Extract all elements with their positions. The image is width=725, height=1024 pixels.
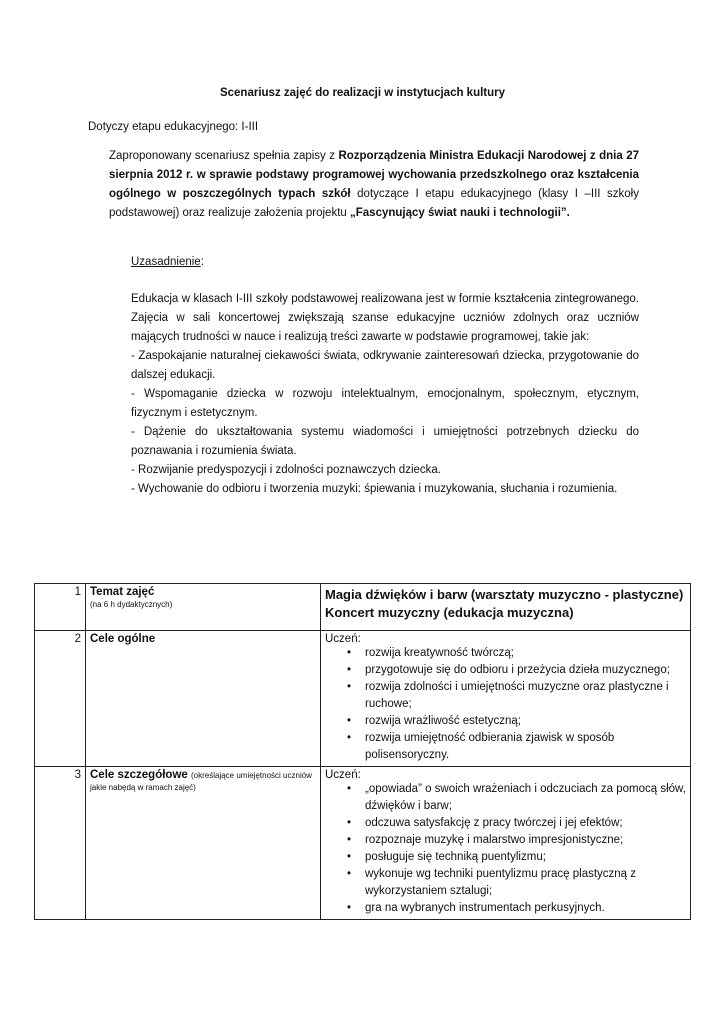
goals-cell [321,631,691,767]
justification-paragraph: Edukacja w klasach I-III szkoły podstawowej realizowana jest w formie kształcenia zintegrowanego. Zajęcia w sali koncertowej zwiększają szanse edukacyjne uczniów zdolnych oraz uczniów mających trudności w nauce i realizują treści zawarte w podstawie programowej, takie jak: [131,293,639,343]
justification-point: - Zaspokajanie naturalnej ciekawości świata, odkrywanie zainteresowań dziecka, przygotowanie do dalszej edukacji. [131,350,639,381]
table-row-specific-goals [35,767,691,920]
topic-cell [321,584,691,631]
row-number: 3 [35,767,86,920]
justification-heading [131,256,204,268]
list-item: • rozpoznaje muzykę i malarstwo impresjonistyczne; [325,832,686,849]
list-item: • rozwija umiejętność odbierania zjawisk w sposób polisensoryczny. [325,730,686,764]
intro-bold-2: „Fascynujący świat nauki i technologii”. [350,207,570,219]
justification-point: - Wspomaganie dziecka w rozwoju intelektualnym, emocjonalnym, społecznym, etycznym, fizycznym i estetycznym. [131,388,639,419]
list-item: • rozwija kreatywność twórczą; [325,645,686,662]
goals-lead: Uczeń: [325,633,361,645]
justification-point: - Dążenie do ukształtowania systemu wiadomości i umiejętności potrzebnych dziecku do poznawania i rozumienia świata. [131,426,639,457]
goals-list [325,645,686,764]
row-label-cell [86,767,321,920]
education-stage: Dotyczy etapu edukacyjnego: I-III [88,121,259,133]
justification-point: - Wychowanie do odbioru i tworzenia muzyki: śpiewania i muzykowania, słuchania i rozumienia. [131,483,618,495]
list-item: • gra na wybranych instrumentach perkusyjnych. [325,900,686,917]
row-label: Cele ogólne [90,633,156,645]
row-number: 1 [35,584,86,631]
list-item: • rozwija wrażliwość estetyczną; [325,713,686,730]
row-note: (określające umiejętności uczniów jakie nabędą w ramach zajęć) [90,771,312,792]
intro-bold-1: Rozporządzenia Ministra Edukacji Narodowej z dnia 27 sierpnia 2012 r. w sprawie podstawy programowej wychowania przedszkolnego oraz kształcenia ogólnego w poszczególnych typach szkół [109,150,640,200]
intro-text-2: dotyczące I etapu edukacyjnego (klasy I –III szkoły podstawowej) oraz realizuje założenia projektu [109,188,639,219]
justification-body [131,290,639,499]
topic-line-1: Magia dźwięków i barw (warsztaty muzyczno - plastyczne) [325,587,684,602]
table-row-general-goals [35,631,691,767]
intro-text-1: Zaproponowany scenariusz spełnia zapisy z [109,150,339,162]
justification-colon: : [200,256,204,268]
list-item: • wykonuje wg techniki puentylizmu pracę plastyczną z wykorzystaniem sztalugi; [325,866,686,900]
table-row-topic [35,584,691,631]
row-label-cell [86,631,321,767]
row-label-cell [86,584,321,631]
lesson-plan-table [34,583,691,920]
list-item: • posługuje się techniką puentylizmu; [325,849,686,866]
row-label: Temat zajęć [90,586,155,598]
list-item: • przygotowuje się do odbioru i przeżycia dzieła muzycznego; [325,662,686,679]
list-item: • rozwija zdolności i umiejętności muzyczne oraz plastyczne i ruchowe; [325,679,686,713]
goals-lead: Uczeń: [325,769,361,781]
goals-cell [321,767,691,920]
list-item: • odczuwa satysfakcję z pracy twórczej i jej efektów; [325,815,686,832]
topic-line-2: Koncert muzyczny (edukacja muzyczna) [325,605,574,620]
document-title: Scenariusz zajęć do realizacji w instytucjach kultury [219,87,506,99]
row-number: 2 [35,631,86,767]
row-label: Cele szczegółowe [90,769,188,781]
row-note: (na 6 h dydaktycznych) [90,600,173,609]
justification-label: Uzasadnienie [131,256,201,268]
justification-point: - Rozwijanie predyspozycji i zdolności poznawczych dziecka. [131,464,441,476]
goals-list [325,781,686,917]
list-item: • „opowiada” o swoich wrażeniach i odczuciach za pomocą słów, dźwięków i barw; [325,781,686,815]
intro-paragraph [109,147,639,223]
